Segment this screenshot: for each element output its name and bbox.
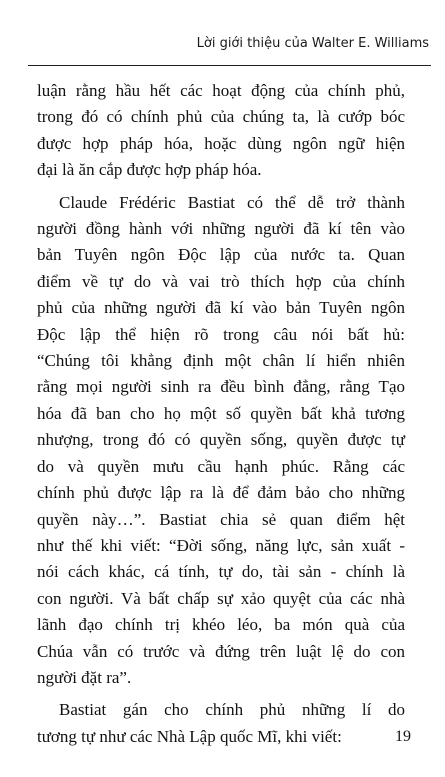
text-line: nhượng, trong đó có quyền sống, quyền được tự: [37, 430, 405, 450]
text-line: tương tự như các Nhà Lập quốc Mĩ, khi viết:: [37, 726, 342, 746]
text-line: đại là ăn cắp được hợp pháp hóa.: [37, 160, 262, 180]
text-line: nói cách khác, cá tính, tự do, tài sản - chính là: [37, 562, 405, 582]
paragraph: [37, 190, 405, 692]
text-line: chính phủ được lập ra là để đảm bảo cho những: [37, 483, 405, 503]
text-line: Bastiat gán cho chính phủ những lí do: [59, 700, 405, 720]
text-line: được hợp pháp hóa, hoặc dùng ngôn ngữ hiện: [37, 133, 405, 153]
text-line: lãnh đạo chính trị khéo léo, ba món quà của: [37, 615, 405, 635]
text-line: phủ của những người đã kí vào bản Tuyên ngôn: [37, 298, 405, 318]
text-line: điểm về tự do và vai trò thích hợp của chính: [37, 271, 405, 291]
text-line: trong đó có chính phủ của chúng ta, là cướp bóc: [37, 107, 405, 127]
text-line: quyền này…”. Bastiat chia sẻ quan điểm hệt: [37, 509, 405, 529]
text-line: Chúa vẫn có trước và đứng trên luật lệ do con: [37, 641, 405, 661]
text-line: hóa đã ban cho họ một số quyền bất khả tương: [37, 403, 405, 423]
text-line: Claude Frédéric Bastiat có thể dễ trở thành: [59, 192, 405, 212]
text-line: Độc lập thể hiện rõ trong câu nói bất hủ:: [37, 324, 405, 344]
paragraph: [37, 78, 405, 184]
running-header: Lời giới thiệu của Walter E. Williams: [196, 36, 429, 51]
header-rule: [28, 65, 431, 66]
text-line: luận rằng hầu hết các hoạt động của chính phủ,: [37, 81, 405, 100]
text-line: người đặt ra”.: [37, 667, 132, 687]
text-line: như thế khi viết: “Đời sống, năng lực, sản xuất -: [37, 535, 405, 555]
page-number: 19: [395, 728, 411, 745]
text-line: rằng mọi người sinh ra đều bình đẳng, rằng Tạo: [37, 377, 405, 397]
text-line: người đồng hành với những người đã kí tên vào: [37, 219, 405, 239]
paragraph: [37, 697, 405, 750]
text-line: bản Tuyên ngôn Độc lập của nước ta. Quan: [37, 245, 405, 265]
body-text: [37, 78, 405, 756]
text-line: con người. Và bất chấp sự xảo quyệt của các nhà: [37, 588, 405, 608]
text-line: “Chúng tôi khẳng định một chân lí hiển nhiên: [37, 351, 405, 371]
text-line: do và quyền mưu cầu hạnh phúc. Rằng các: [37, 456, 405, 476]
